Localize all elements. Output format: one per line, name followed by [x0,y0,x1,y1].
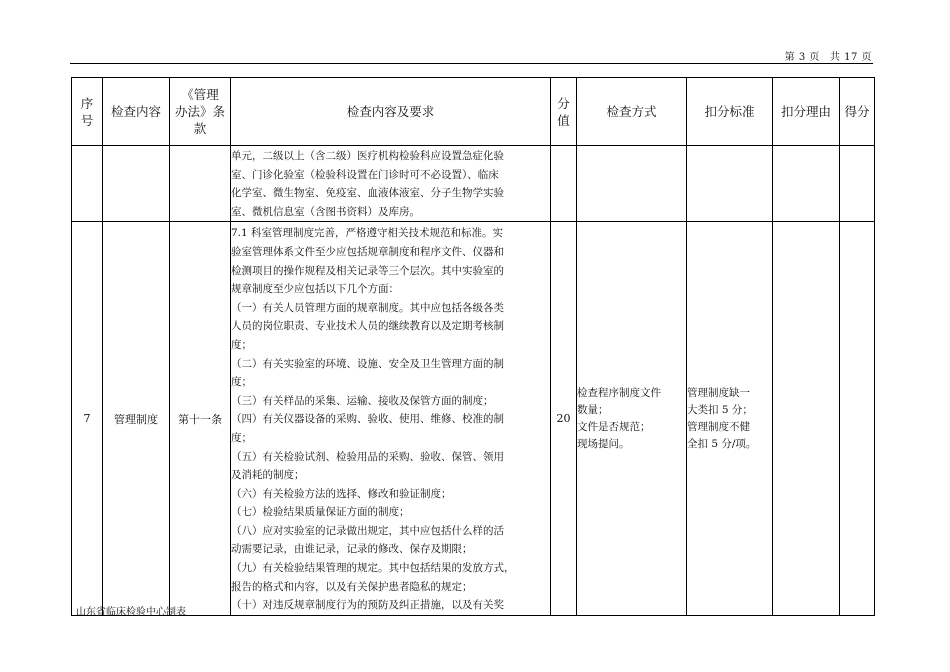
header-deduction-reason: 扣分理由 [773,78,840,146]
deduction-line: 管理制度缺一 [687,386,750,399]
header-score-line: 值 [557,112,570,128]
inspection-table [71,77,875,616]
header-clause-line: 《管理 [181,87,219,102]
cell-deduction-standard [687,146,773,222]
cell-requirement [231,146,551,222]
page-total: 共 17 页 [829,52,872,63]
cell-method [577,146,687,222]
cell-deduction-standard [687,222,773,615]
header-seq [72,78,103,146]
header-seq-line: 号 [80,112,94,128]
requirement-line: （五）有关检验试剂、检验用品的采购、验收、保管、领用 [231,450,504,463]
method-line: 现场提问。 [577,437,630,450]
cell-got-score [840,222,875,615]
deduction-line: 大类扣 5 分； [687,403,753,416]
header-clause-line: 款 [193,121,207,136]
requirement-line: 及消耗的制度； [231,469,305,482]
header-method: 检查方式 [577,78,687,146]
requirement-line: （四）有关仪器设备的采购、验收、使用、维修、校准的制 [231,413,504,426]
method-line: 文件是否规范； [577,420,651,433]
header-score-line: 分 [557,95,570,111]
cell-got-score [840,146,875,222]
footer-organization: 山东省临床检验中心制表 [76,607,186,618]
cell-clause [170,146,231,222]
cell-deduction-reason [773,222,840,615]
cell-deduction-reason [773,146,840,222]
header-score [551,78,577,146]
requirement-line: （三）有关样品的采集、运输、接收及保管方面的制度； [231,394,494,407]
header-got-score: 得分 [840,78,875,146]
cell-seq: 7 [72,222,103,615]
requirement-line: （一）有关人员管理方面的规章制度。其中应包括各级各类 [231,301,504,314]
header-item: 检查内容 [103,78,170,146]
cell-item [103,146,170,222]
requirement-line: （九）有关检验结果管理的规定。其中包括结果的发放方式， [231,562,515,575]
method-line: 数量； [577,403,609,416]
requirement-line: 验室管理体系文件至少应包括规章制度和程序文件、仪器和 [231,245,504,258]
cell-score: 20 [551,222,577,615]
header-clause [170,78,231,146]
deduction-line: 管理制度不健 [687,420,750,433]
requirement-line: 人员的岗位职责、专业技术人员的继续教育以及定期考核制 [231,320,504,333]
requirement-line: 动需要记录，由谁记录，记录的修改、保存及期限； [231,543,473,556]
requirement-line: 室、微机信息室（含图书资料）及库房。 [231,205,420,218]
page-number [775,48,872,63]
requirement-line: 7.1 科室管理制度完善，严格遵守相关技术规范和标准。实 [231,227,504,240]
cell-score [551,146,577,222]
requirement-line: （二）有关实验室的环境、设施、安全及卫生管理方面的制 [231,357,504,370]
requirement-line: 化学室、微生物室、免疫室、血液体液室、分子生物学实验 [231,187,504,200]
header-deduction-standard: 扣分标准 [687,78,773,146]
requirement-line: （八）应对实验室的记录做出规定，其中应包括什么样的活 [231,524,504,537]
table-row [72,222,875,615]
cell-seq [72,146,103,222]
requirement-line: 度； [231,431,252,444]
page-current: 第 3 页 [784,52,820,63]
method-line: 检查程序制度文件 [577,386,661,399]
requirement-line: （十）对违反规章制度行为的预防及纠正措施，以及有关奖 [231,599,504,612]
header-clause-line: 办法》条 [174,104,225,119]
cell-clause: 第十一条 [170,222,231,615]
header-seq-line: 序 [80,95,94,111]
requirement-line: 规章制度至少应包括以下几个方面： [231,283,399,296]
requirement-line: 报告的格式和内容，以及有关保护患者隐私的规定； [231,580,473,593]
cell-method [577,222,687,615]
requirement-line: （六）有关检验方法的选择、修改和验证制度； [231,487,452,500]
requirement-line: 度； [231,338,252,351]
cell-item: 管理制度 [103,222,170,615]
requirement-line: 度； [231,376,252,389]
cell-requirement [231,222,551,615]
header-row [72,78,875,146]
requirement-line: （七）检验结果质量保证方面的制度； [231,506,410,519]
deduction-line: 全扣 5 分/项。 [687,437,757,450]
header-rule [70,63,873,64]
requirement-line: 室、门诊化验室（检验科设置在门诊时可不必设置）、临床 [231,168,499,181]
table-row [72,146,875,222]
requirement-line: 检测项目的操作规程及相关记录等三个层次。其中实验室的 [231,264,504,277]
requirement-line: 单元，二级以上（含二级）医疗机构检验科应设置急症化验 [231,150,504,162]
header-requirement: 检查内容及要求 [231,78,551,146]
